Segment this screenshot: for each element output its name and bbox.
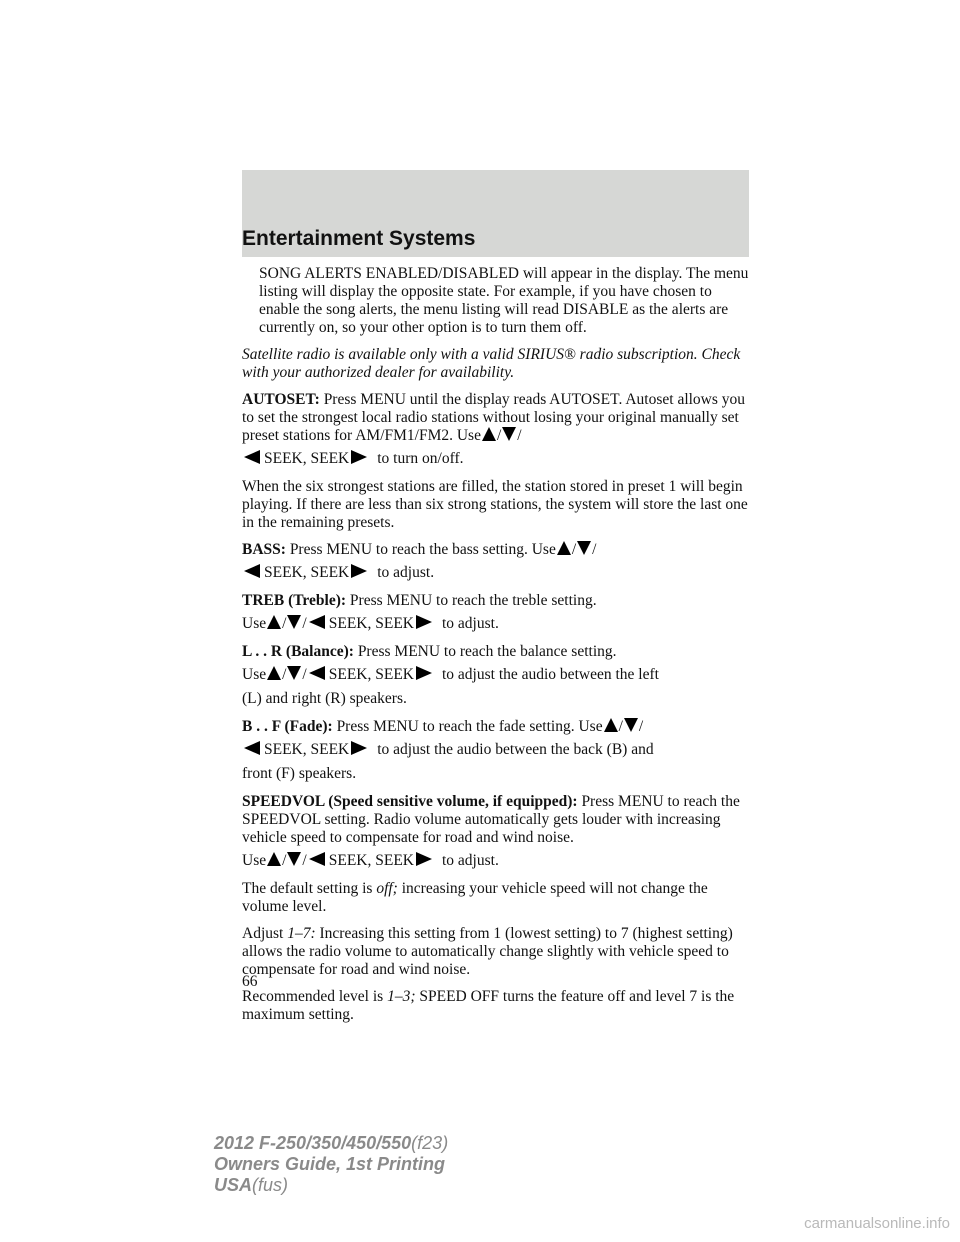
default-post: increasing your vehicle speed will not change the volume level. bbox=[242, 880, 708, 915]
watermark-text: carmanualsonline.info bbox=[804, 1215, 950, 1232]
balance-end: to adjust the audio between the left bbox=[441, 666, 659, 683]
rec-pre: Recommended level is bbox=[242, 988, 384, 1005]
footer-model-code: (f23) bbox=[411, 1133, 449, 1153]
section-title: Entertainment Systems bbox=[242, 227, 476, 250]
bass-label: BASS: bbox=[242, 541, 286, 558]
bass-text: Press MENU to reach the bass setting. Use bbox=[289, 541, 556, 558]
speedvol-label: SPEEDVOL (Speed sensitive volume, if equipped): bbox=[242, 793, 578, 810]
footer-region: USA bbox=[214, 1175, 253, 1195]
up-arrow-icon bbox=[557, 541, 571, 555]
adjust-paragraph bbox=[242, 925, 752, 979]
fade-end: to adjust the audio between the back (B) and bbox=[377, 741, 654, 758]
speedvol-paragraph bbox=[242, 793, 752, 871]
up-arrow-icon bbox=[604, 718, 618, 732]
balance-paragraph bbox=[242, 643, 752, 709]
up-arrow-icon bbox=[482, 427, 496, 441]
seek-left-icon bbox=[244, 564, 260, 578]
autoset-paragraph bbox=[242, 391, 752, 469]
autoset-controls bbox=[242, 449, 752, 469]
slash: / bbox=[592, 541, 597, 558]
slash: / bbox=[496, 427, 502, 444]
balance-end-line2: (L) and right (R) speakers. bbox=[242, 690, 407, 707]
use-word: Use bbox=[242, 852, 267, 869]
seek-left-icon bbox=[309, 666, 325, 680]
seek-right-icon bbox=[351, 450, 367, 464]
up-arrow-icon bbox=[267, 852, 281, 866]
default-em: off; bbox=[376, 880, 398, 897]
seek-label: SEEK, SEEK bbox=[264, 450, 350, 467]
footer-line2: Owners Guide, 1st Printing bbox=[214, 1154, 446, 1174]
slash: / bbox=[302, 666, 307, 683]
up-arrow-icon bbox=[267, 666, 281, 680]
seek-label: SEEK, SEEK bbox=[328, 666, 414, 683]
fade-controls bbox=[242, 740, 752, 760]
speedvol-controls bbox=[242, 851, 752, 871]
seek-left-icon bbox=[244, 741, 260, 755]
down-arrow-icon bbox=[577, 541, 591, 555]
slash: / bbox=[638, 718, 644, 735]
down-arrow-icon bbox=[287, 615, 301, 629]
treble-controls bbox=[242, 614, 752, 634]
down-arrow-icon bbox=[287, 666, 301, 680]
fade-end-line2: front (F) speakers. bbox=[242, 765, 357, 782]
balance-text: Press MENU to reach the balance setting. bbox=[357, 643, 617, 660]
six-strongest-paragraph: When the six strongest stations are filled, the station stored in preset 1 will begin playing. If there are less than six strong stations, the system will store the last one in the remaining presets. bbox=[242, 478, 748, 531]
default-setting-paragraph bbox=[242, 880, 752, 916]
seek-left-icon bbox=[309, 615, 325, 629]
balance-controls bbox=[242, 665, 752, 685]
slash: / bbox=[282, 666, 287, 683]
recommended-paragraph bbox=[242, 988, 752, 1024]
bass-end: to adjust. bbox=[377, 564, 435, 581]
bass-controls bbox=[242, 563, 752, 583]
balance-label: L . . R (Balance): bbox=[242, 643, 354, 660]
footer-line3 bbox=[214, 1175, 448, 1196]
seek-right-icon bbox=[351, 741, 367, 755]
seek-right-icon bbox=[416, 615, 432, 629]
seek-right-icon bbox=[416, 666, 432, 680]
rec-post: SPEED OFF turns the feature off and level 7 is the maximum setting. bbox=[242, 988, 735, 1023]
fade-paragraph bbox=[242, 718, 752, 784]
use-word: Use bbox=[242, 666, 267, 683]
page-content bbox=[242, 265, 752, 1033]
slash: / bbox=[282, 615, 287, 632]
slash: / bbox=[282, 852, 287, 869]
autoset-text: Press MENU until the display reads AUTOSET. Autoset allows you to set the strongest local radio stations without losing your original manually set preset stations for AM/FM1/FM2. Use bbox=[242, 391, 746, 444]
adjust-post: Increasing this setting from 1 (lowest setting) to 7 (highest setting) allows the radio volume to automatically change slightly with vehicle speed to compensate for road and wind noise. bbox=[242, 925, 733, 978]
section-header bbox=[242, 170, 749, 257]
song-alerts-paragraph: SONG ALERTS ENABLED/DISABLED will appear in the display. The menu listing will display the opposite state. For example, if you have chosen to enable the song alerts, the menu listing will read DISABLE as the alerts are currently on, so your other option is to turn them off. bbox=[259, 265, 749, 336]
down-arrow-icon bbox=[624, 718, 638, 732]
rec-em: 1–3; bbox=[387, 988, 416, 1005]
fade-label: B . . F (Fade): bbox=[242, 718, 333, 735]
seek-label: SEEK, SEEK bbox=[328, 852, 414, 869]
slash: / bbox=[517, 427, 522, 444]
seek-left-icon bbox=[309, 852, 325, 866]
seek-label: SEEK, SEEK bbox=[264, 564, 350, 581]
slash: / bbox=[618, 718, 623, 735]
up-arrow-icon bbox=[267, 615, 281, 629]
autoset-label: AUTOSET: bbox=[242, 391, 320, 408]
slash: / bbox=[302, 852, 307, 869]
satellite-note: Satellite radio is available only with a valid SIRIUS® radio subscription. Check with your authorized dealer for availability. bbox=[242, 346, 741, 381]
treble-end: to adjust. bbox=[441, 615, 499, 632]
speedvol-end: to adjust. bbox=[441, 852, 499, 869]
seek-left-icon bbox=[244, 450, 260, 464]
autoset-end: to turn on/off. bbox=[377, 450, 464, 467]
treble-paragraph bbox=[242, 592, 752, 634]
footer-line1 bbox=[214, 1133, 448, 1154]
default-pre: The default setting is bbox=[242, 880, 373, 897]
slash: / bbox=[571, 541, 577, 558]
seek-right-icon bbox=[416, 852, 432, 866]
footer-region-code: (fus) bbox=[252, 1175, 289, 1195]
seek-right-icon bbox=[351, 564, 367, 578]
down-arrow-icon bbox=[502, 427, 516, 441]
fade-text: Press MENU to reach the fade setting. Use bbox=[336, 718, 603, 735]
treble-text: Press MENU to reach the treble setting. bbox=[349, 592, 597, 609]
down-arrow-icon bbox=[287, 852, 301, 866]
seek-label: SEEK, SEEK bbox=[328, 615, 414, 632]
speedvol-text: Press MENU to reach the SPEEDVOL setting. Radio volume automatically gets louder with increasing vehicle speed to compensate for road and wind noise. bbox=[242, 793, 740, 846]
treble-label: TREB (Treble): bbox=[242, 592, 347, 609]
slash: / bbox=[302, 615, 307, 632]
adjust-em: 1–7: bbox=[287, 925, 316, 942]
footer-model: 2012 F-250/350/450/550 bbox=[214, 1133, 412, 1153]
bass-paragraph bbox=[242, 541, 752, 583]
footer-imprint bbox=[214, 1133, 448, 1196]
adjust-pre: Adjust bbox=[242, 925, 284, 942]
page-number: 66 bbox=[242, 973, 258, 990]
seek-label: SEEK, SEEK bbox=[264, 741, 350, 758]
use-word: Use bbox=[242, 615, 267, 632]
